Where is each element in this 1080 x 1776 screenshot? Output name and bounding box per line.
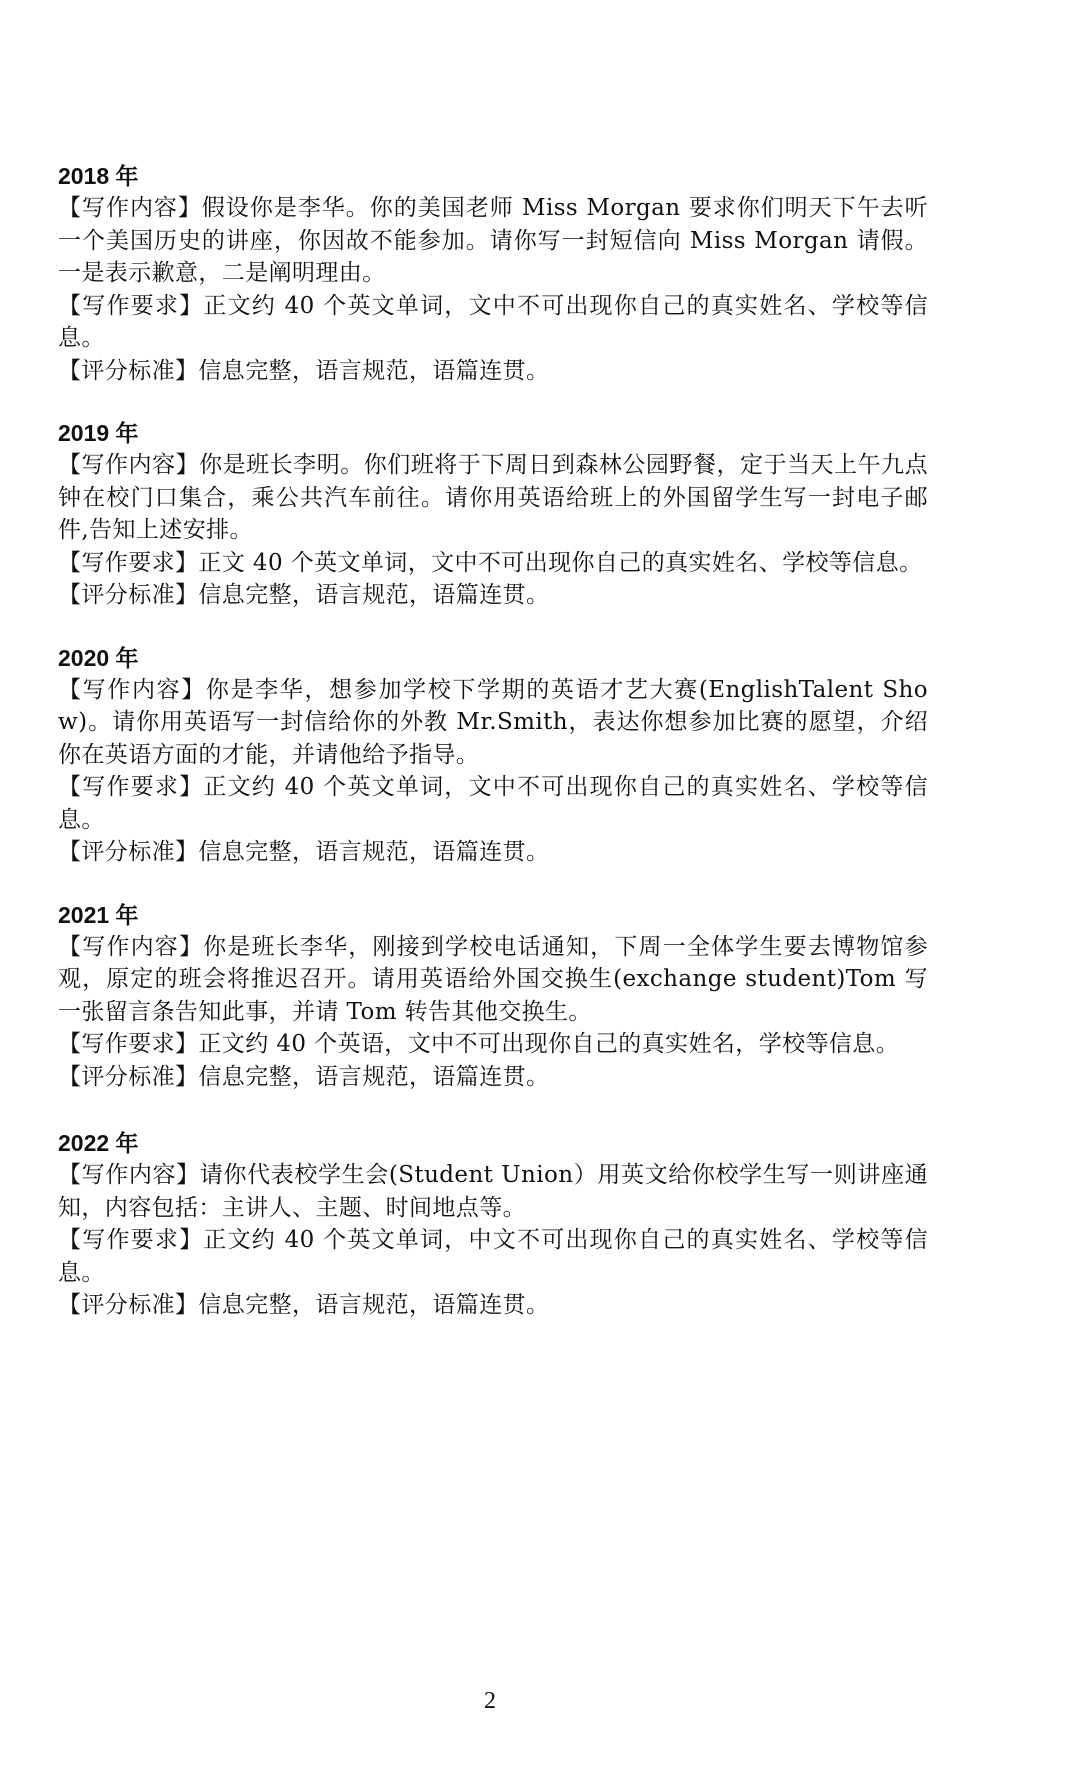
document-body <box>58 160 928 1352</box>
writing-requirement <box>58 1224 928 1289</box>
section-2020 <box>58 642 928 869</box>
writing-requirement <box>58 1028 928 1061</box>
criteria-label: 【评分标准】 <box>58 357 199 384</box>
section-year: 2021 年 <box>58 901 139 928</box>
section-year: 2020 年 <box>58 644 139 671</box>
content-label: 【写作内容】 <box>58 1162 200 1188</box>
scoring-criteria <box>58 1061 928 1094</box>
writing-content <box>58 674 928 772</box>
criteria-text: 信息完整，语言规范，语篇连贯。 <box>198 357 550 384</box>
requirement-label: 【写作要求】 <box>58 774 204 800</box>
section-2022 <box>58 1127 928 1322</box>
content-label: 【写作内容】 <box>58 452 200 478</box>
scoring-criteria <box>58 836 928 869</box>
writing-requirement <box>58 547 928 580</box>
requirement-text: 正文 40 个英文单词，文中不可出现你自己的真实姓名、学校等信息。 <box>198 549 923 576</box>
requirement-text: 正文约 40 个英语，文中不可出现你自己的真实姓名，学校等信息。 <box>198 1031 900 1057</box>
criteria-text: 信息完整，语言规范，语篇连贯。 <box>198 1292 550 1318</box>
content-label: 【写作内容】 <box>58 195 202 221</box>
scoring-criteria <box>58 355 928 388</box>
page-number: 2 <box>484 1688 496 1714</box>
criteria-label: 【评分标准】 <box>58 1292 199 1318</box>
section-year: 2019 年 <box>58 420 139 446</box>
criteria-label: 【评分标准】 <box>58 839 199 865</box>
content-label: 【写作内容】 <box>58 933 204 960</box>
content-text: 请你代表校学生会(Student Union）用英文给你校学生写一则讲座通知，内容包括：主讲人、主题、时间地点等。 <box>58 1162 929 1221</box>
content-text: 你是李华，想参加学校下学期的英语才艺大赛(EnglishTalent Show)。请你用英语写一封信给你的外教 Mr.Smith，表达你想参加比赛的愿望，介绍你在英语方面的才能，并请他给予指导。 <box>58 676 928 768</box>
section-year: 2018 年 <box>58 163 139 189</box>
content-text: 假设你是李华。你的美国老师 Miss Morgan 要求你们明天下午去听一个美国历史的讲座，你因故不能参加。请你写一封短信向 Miss Morgan 请假。一是表示歉意，二是阐明理由。 <box>58 195 928 286</box>
writing-content <box>58 1159 928 1224</box>
writing-content <box>58 449 928 547</box>
scoring-criteria <box>58 1289 928 1322</box>
writing-content <box>58 192 928 290</box>
requirement-text: 正文约 40 个英文单词，文中不可出现你自己的真实姓名、学校等信息。 <box>58 292 928 351</box>
section-2021 <box>58 899 928 1094</box>
criteria-text: 信息完整，语言规范，语篇连贯。 <box>198 839 550 865</box>
writing-requirement <box>58 771 928 836</box>
section-2018 <box>58 160 928 387</box>
requirement-label: 【写作要求】 <box>58 292 204 319</box>
criteria-text: 信息完整，语言规范，语篇连贯。 <box>198 1063 550 1090</box>
section-year: 2022 年 <box>58 1130 139 1156</box>
requirement-label: 【写作要求】 <box>58 1227 204 1253</box>
requirement-label: 【写作要求】 <box>58 549 199 576</box>
section-2019 <box>58 417 928 612</box>
requirement-text: 正文约 40 个英文单词，中文不可出现你自己的真实姓名、学校等信息。 <box>58 1227 928 1286</box>
criteria-text: 信息完整，语言规范，语篇连贯。 <box>198 582 550 608</box>
writing-requirement <box>58 290 928 355</box>
content-text: 你是班长李明。你们班将于下周日到森林公园野餐，定于当天上午九点钟在校门口集合，乘公共汽车前往。请你用英语给班上的外国留学生写一封电子邮件,告知上述安排。 <box>58 452 928 543</box>
scoring-criteria <box>58 579 928 612</box>
content-text: 你是班长李华，刚接到学校电话通知，下周一全体学生要去博物馆参观，原定的班会将推迟召开。请用英语给外国交换生(exchange student)Tom 写一张留言条告知此事，并请 Tom 转告其他交换生。 <box>58 933 929 1025</box>
requirement-label: 【写作要求】 <box>58 1031 199 1057</box>
content-label: 【写作内容】 <box>58 676 206 703</box>
criteria-label: 【评分标准】 <box>58 1063 199 1090</box>
requirement-text: 正文约 40 个英文单词，文中不可出现你自己的真实姓名、学校等信息。 <box>58 774 928 833</box>
criteria-label: 【评分标准】 <box>58 582 199 608</box>
writing-content <box>58 931 928 1029</box>
